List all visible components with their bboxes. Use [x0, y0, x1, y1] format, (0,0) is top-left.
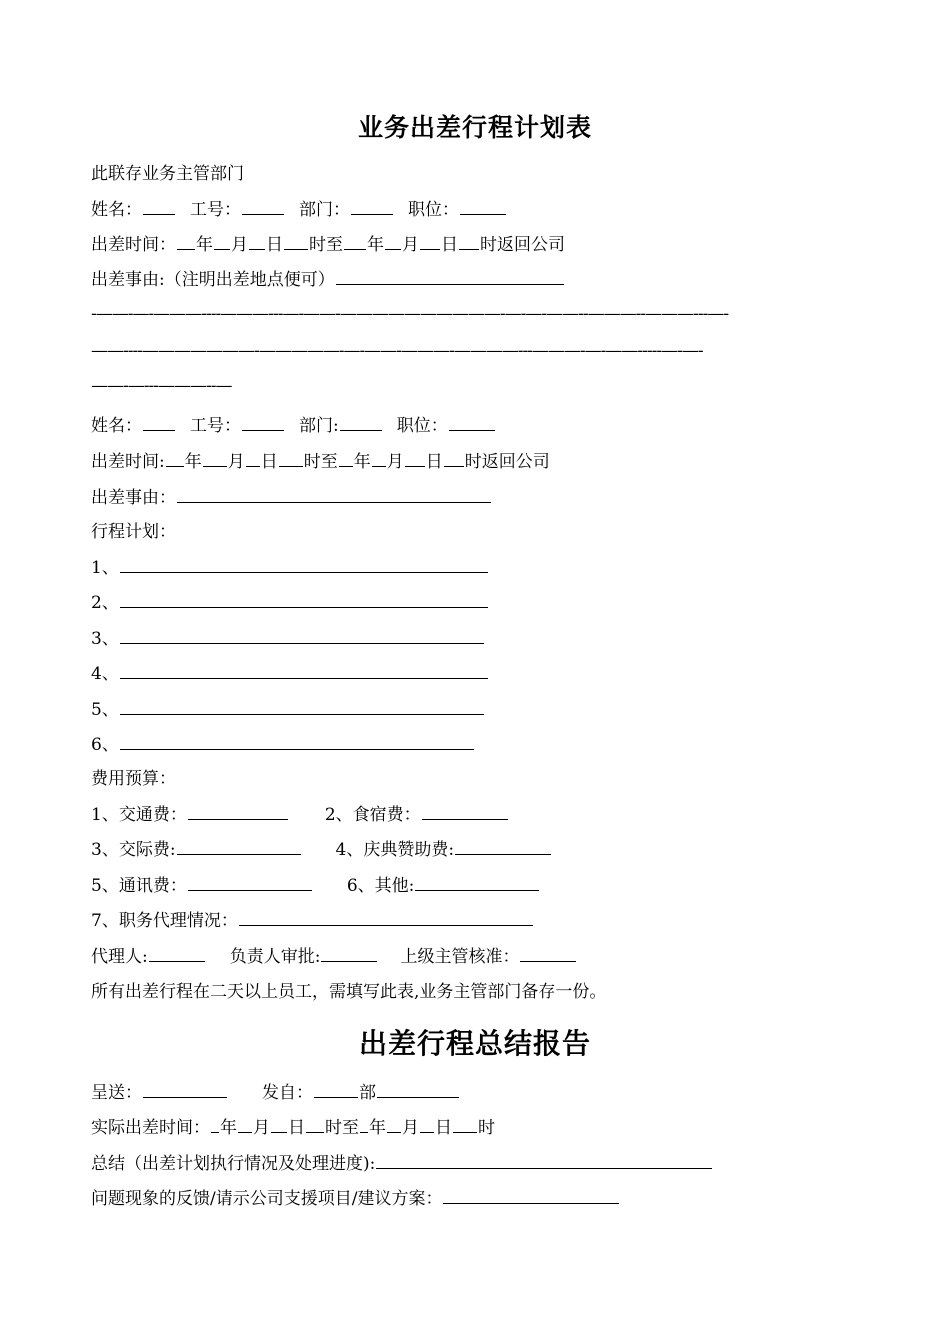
plan-item-blank[interactable]	[120, 627, 484, 644]
copy-note: 此联存业务主管部门	[91, 164, 244, 184]
comm-fee-label: 5、通讯费：	[91, 876, 187, 896]
plan-item-blank[interactable]	[120, 591, 488, 608]
plan-item	[91, 733, 475, 756]
issues-label: 问题现象的反馈/请示公司支援项目/建议方案：	[91, 1189, 443, 1209]
name-label: 姓名：	[91, 200, 142, 220]
lodging-fee-label: 2、食宿费：	[324, 805, 421, 825]
start-year-blank[interactable]	[166, 450, 184, 467]
trip-time-label: 出差时间:	[91, 452, 165, 472]
day-label: 日	[425, 452, 443, 472]
day-label: 日	[266, 235, 283, 255]
end-month-blank[interactable]	[387, 1116, 401, 1133]
year-label: 年	[353, 452, 371, 472]
end-hour-blank[interactable]	[453, 1116, 477, 1133]
plan-item-blank[interactable]	[120, 698, 484, 715]
issues-row	[91, 1187, 620, 1210]
hour-label: 时	[478, 1118, 495, 1138]
to-blank[interactable]	[143, 1081, 227, 1098]
plan-item	[91, 556, 489, 579]
plan-item	[91, 662, 489, 685]
start-day-blank[interactable]	[271, 1116, 287, 1133]
dept-blank[interactable]	[351, 198, 393, 215]
budget-row	[91, 803, 509, 826]
month-label: 月	[386, 452, 404, 472]
trip-reason-row	[91, 486, 492, 509]
celebration-fee-blank[interactable]	[455, 838, 551, 855]
budget-row	[91, 909, 534, 932]
start-hour-blank[interactable]	[306, 1116, 324, 1133]
plan-item-number: 5、	[91, 700, 119, 720]
plan-item-number: 1、	[91, 558, 119, 578]
start-year-blank[interactable]	[177, 233, 195, 250]
end-hour-blank[interactable]	[444, 450, 464, 467]
plan-item	[91, 627, 485, 650]
comm-fee-blank[interactable]	[188, 874, 312, 891]
plan-item-number: 4、	[91, 664, 119, 684]
trip-reason-label: 出差事由:（注明出差地点便可）	[91, 270, 335, 290]
end-day-blank[interactable]	[420, 1116, 434, 1133]
plan-label: 行程计划：	[91, 522, 176, 542]
plan-item	[91, 591, 489, 614]
end-month-blank[interactable]	[372, 450, 386, 467]
year-label: 年	[369, 1118, 386, 1138]
signature-row	[91, 945, 577, 968]
end-day-blank[interactable]	[420, 233, 440, 250]
summary-blank[interactable]	[376, 1152, 712, 1169]
separator-line: ——-—---———--—	[91, 376, 232, 396]
trip-time-label: 出差时间：	[91, 235, 176, 255]
month-label: 月	[231, 235, 248, 255]
start-month-blank[interactable]	[238, 1116, 252, 1133]
hour-to-label: 时至	[325, 1118, 359, 1138]
approver-blank[interactable]	[321, 945, 377, 962]
trip-reason-blank[interactable]	[336, 268, 564, 285]
supervisor-blank[interactable]	[520, 945, 576, 962]
separator-line: ——----———————-—————-—-——-———-————---———-—-——-----—-—-	[91, 341, 703, 361]
actual-time-row	[91, 1116, 495, 1139]
trip-reason-blank[interactable]	[177, 486, 491, 503]
dept-blank[interactable]	[340, 414, 382, 431]
approver-label: 负责人审批:	[229, 947, 321, 967]
to-label: 呈送：	[91, 1083, 142, 1103]
employee-info-row	[91, 198, 507, 221]
end-month-blank[interactable]	[385, 233, 401, 250]
trip-reason-row	[91, 268, 565, 291]
form-title: 业务出差行程计划表	[357, 113, 592, 142]
lodging-fee-blank[interactable]	[422, 803, 508, 820]
end-year-blank[interactable]	[344, 233, 366, 250]
hour-to-label: 时至	[309, 235, 343, 255]
name-label: 姓名：	[91, 416, 142, 436]
id-blank[interactable]	[242, 198, 284, 215]
end-year-blank[interactable]	[360, 1116, 368, 1133]
month-label: 月	[253, 1118, 270, 1138]
actual-time-label: 实际出差时间：	[91, 1118, 210, 1138]
plan-item-number: 3、	[91, 629, 119, 649]
report-header-row	[91, 1081, 460, 1104]
start-hour-blank[interactable]	[279, 450, 303, 467]
plan-item-number: 6、	[91, 735, 119, 755]
id-label: 工号：	[190, 416, 241, 436]
start-month-blank[interactable]	[214, 233, 230, 250]
from-label: 发自：	[262, 1083, 313, 1103]
start-day-blank[interactable]	[246, 450, 260, 467]
summary-label: 总结（出差计划执行情况及处理进度):	[91, 1154, 376, 1174]
day-label: 日	[435, 1118, 452, 1138]
other-fee-label: 6、其他:	[346, 876, 415, 896]
other-fee-blank[interactable]	[415, 874, 539, 891]
plan-item	[91, 698, 485, 721]
social-fee-blank[interactable]	[177, 838, 301, 855]
summary-row	[91, 1152, 713, 1175]
plan-item-blank[interactable]	[120, 662, 488, 679]
name-blank[interactable]	[143, 414, 175, 431]
budget-row	[91, 838, 552, 861]
name-blank[interactable]	[143, 198, 175, 215]
trip-reason-label: 出差事由：	[91, 488, 176, 508]
agent-status-blank[interactable]	[239, 909, 533, 926]
year-label: 年	[184, 452, 202, 472]
report-title: 出差行程总结报告	[358, 1027, 591, 1060]
footnote: 所有出差行程在二天以上员工，需填写此表,业务主管部门备存一份。	[91, 982, 607, 1002]
year-label: 年	[367, 235, 384, 255]
budget-row	[91, 874, 540, 897]
plan-item-blank[interactable]	[120, 556, 488, 573]
return-label: 时返回公司	[480, 235, 565, 255]
trip-time-row	[91, 233, 565, 256]
dept-suffix-label: 部	[359, 1083, 376, 1103]
social-fee-label: 3、交际费:	[91, 840, 176, 860]
agent-status-label: 7、职务代理情况：	[91, 911, 238, 931]
end-hour-blank[interactable]	[459, 233, 479, 250]
start-month-blank[interactable]	[203, 450, 227, 467]
agent-blank[interactable]	[149, 945, 205, 962]
budget-label: 费用预算：	[91, 769, 176, 789]
dept-blank[interactable]	[377, 1081, 459, 1098]
from-blank[interactable]	[314, 1081, 358, 1098]
start-hour-blank[interactable]	[284, 233, 308, 250]
dept-label: 部门：	[299, 200, 350, 220]
id-blank[interactable]	[242, 414, 284, 431]
day-label: 日	[288, 1118, 305, 1138]
day-label: 日	[441, 235, 458, 255]
agent-label: 代理人:	[91, 947, 148, 967]
end-year-blank[interactable]	[339, 450, 353, 467]
start-day-blank[interactable]	[249, 233, 265, 250]
position-blank[interactable]	[449, 414, 495, 431]
traffic-fee-blank[interactable]	[188, 803, 288, 820]
end-day-blank[interactable]	[405, 450, 425, 467]
dept-label: 部门:	[299, 416, 339, 436]
position-label: 职位：	[396, 416, 448, 436]
supervisor-label: 上级主管核准：	[400, 947, 520, 967]
month-label: 月	[402, 235, 419, 255]
year-label: 年	[196, 235, 213, 255]
day-label: 日	[260, 452, 278, 472]
return-label: 时返回公司	[464, 452, 550, 472]
separator-line: -——-—-———----———---—-——-——————————-—-—-——--———--———---—-	[91, 304, 729, 324]
month-label: 月	[227, 452, 245, 472]
position-blank[interactable]	[460, 198, 506, 215]
position-label: 职位：	[408, 200, 459, 220]
start-year-blank[interactable]	[211, 1116, 219, 1133]
month-label: 月	[402, 1118, 419, 1138]
plan-item-blank[interactable]	[120, 733, 474, 750]
id-label: 工号：	[190, 200, 241, 220]
celebration-fee-label: 4、庆典赞助费:	[335, 840, 455, 860]
plan-item-number: 2、	[91, 593, 119, 613]
issues-blank[interactable]	[443, 1187, 619, 1204]
year-label: 年	[220, 1118, 237, 1138]
trip-time-row	[91, 450, 550, 473]
employee-info-row	[91, 414, 496, 437]
hour-to-label: 时至	[303, 452, 338, 472]
traffic-fee-label: 1、交通费：	[91, 805, 187, 825]
